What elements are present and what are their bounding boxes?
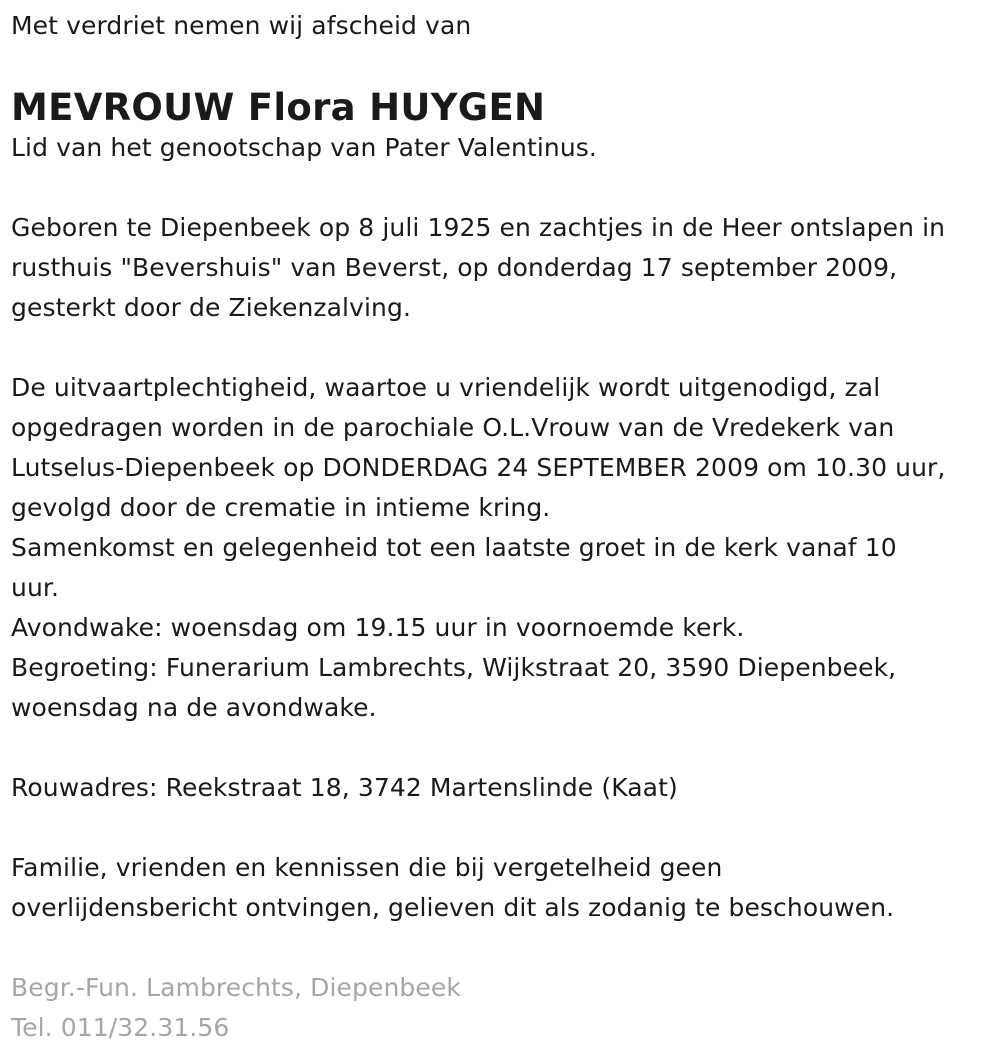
spacer bbox=[11, 328, 991, 368]
mourning-address: Rouwadres: Reekstraat 18, 3742 Martenslinde (Kaat) bbox=[11, 773, 678, 802]
paragraph-line: De uitvaartplechtigheid, waartoe u vriendelijk wordt uitgenodigd, zal bbox=[11, 373, 881, 402]
funeral-home-footer bbox=[11, 968, 991, 1048]
birth-death-paragraph bbox=[11, 208, 991, 328]
membership-text: Lid van het genootschap van Pater Valentinus. bbox=[11, 133, 597, 162]
closing-paragraph bbox=[11, 848, 991, 928]
paragraph-line: gesterkt door de Ziekenzalving. bbox=[11, 293, 411, 322]
spacer bbox=[11, 728, 991, 768]
paragraph-line: Begroeting: Funerarium Lambrechts, Wijkstraat 20, 3590 Diepenbeek, bbox=[11, 653, 897, 682]
funeral-home-name: Begr.-Fun. Lambrechts, Diepenbeek bbox=[11, 973, 461, 1002]
paragraph-line: Avondwake: woensdag om 19.15 uur in voornoemde kerk. bbox=[11, 613, 745, 642]
funeral-home-phone: Tel. 011/32.31.56 bbox=[11, 1013, 230, 1042]
ceremony-paragraph bbox=[11, 368, 991, 728]
paragraph-line: Samenkomst en gelegenheid tot een laatste groet in de kerk vanaf 10 bbox=[11, 533, 897, 562]
paragraph-line: overlijdensbericht ontvingen, gelieven dit als zodanig te beschouwen. bbox=[11, 893, 895, 922]
spacer bbox=[11, 168, 991, 208]
paragraph-line: rusthuis "Bevershuis" van Beverst, op donderdag 17 september 2009, bbox=[11, 253, 898, 282]
deceased-name: MEVROUW Flora HUYGEN bbox=[11, 86, 546, 129]
paragraph-line: opgedragen worden in de parochiale O.L.Vrouw van de Vredekerk van bbox=[11, 413, 895, 442]
spacer bbox=[11, 808, 991, 848]
paragraph-line: Lutselus-Diepenbeek op DONDERDAG 24 SEPTEMBER 2009 om 10.30 uur, bbox=[11, 453, 946, 482]
intro-text: Met verdriet nemen wij afscheid van bbox=[11, 11, 472, 40]
spacer bbox=[11, 928, 991, 968]
paragraph-line: woensdag na de avondwake. bbox=[11, 693, 377, 722]
paragraph-line: Geboren te Diepenbeek op 8 juli 1925 en zachtjes in de Heer ontslapen in bbox=[11, 213, 946, 242]
paragraph-line: Familie, vrienden en kennissen die bij vergetelheid geen bbox=[11, 853, 723, 882]
death-notice bbox=[11, 6, 991, 1048]
paragraph-line: gevolgd door de crematie in intieme kring. bbox=[11, 493, 551, 522]
paragraph-line: uur. bbox=[11, 573, 60, 602]
